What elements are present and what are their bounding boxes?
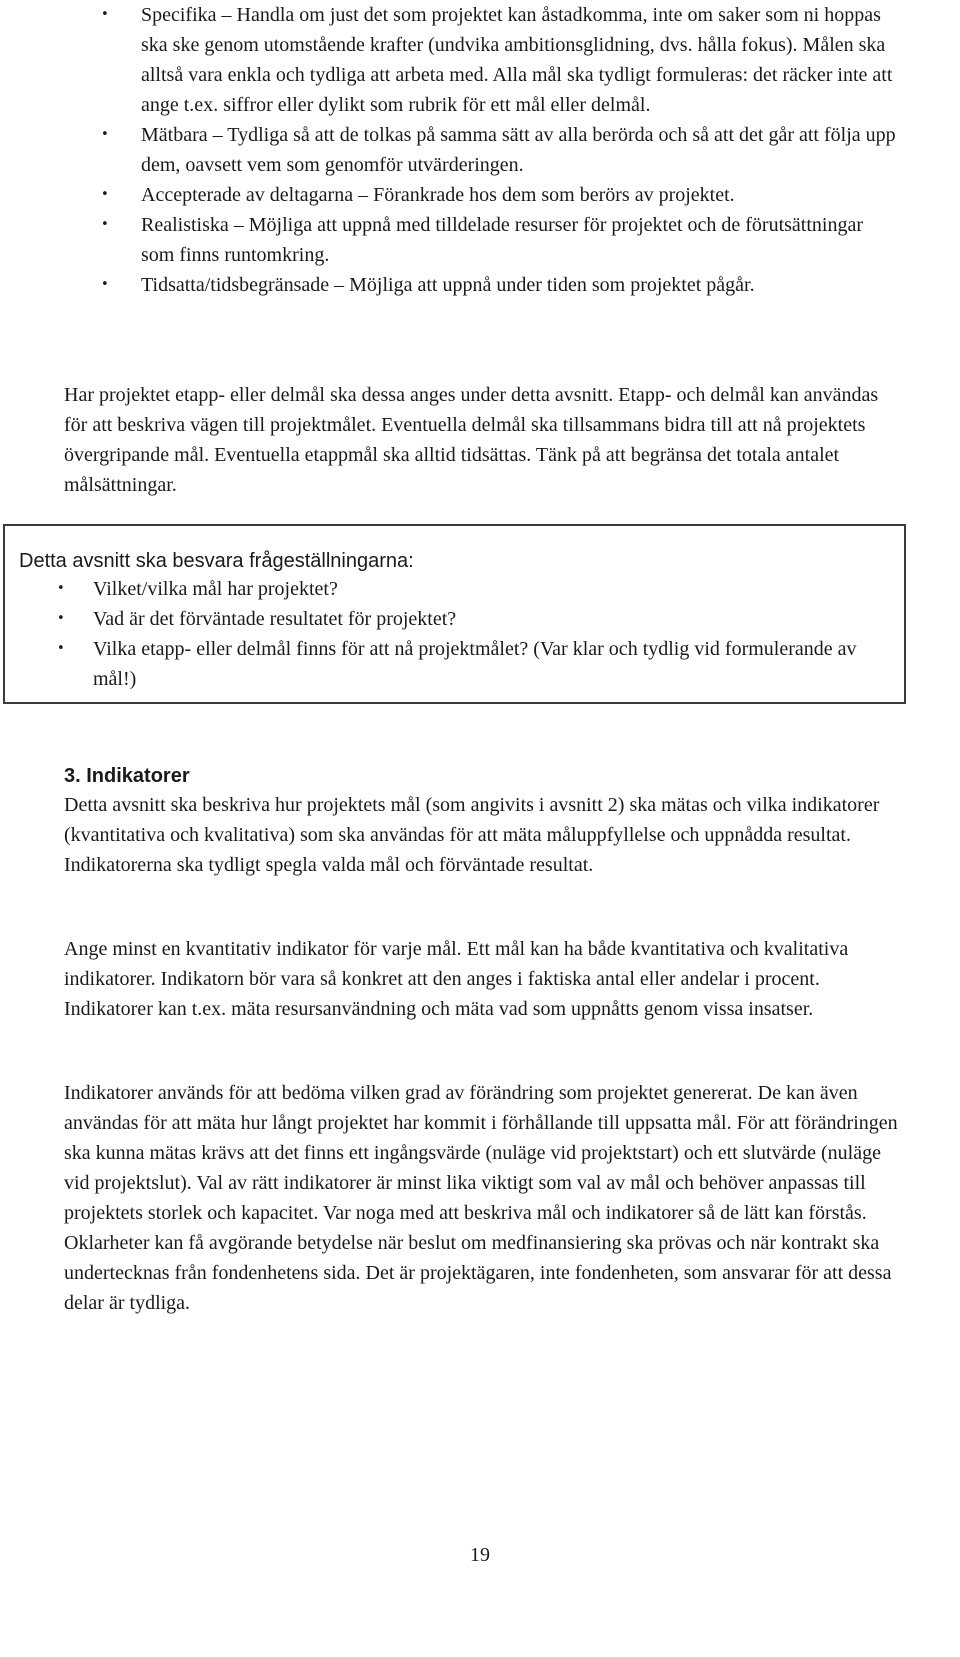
list-item bbox=[5, 574, 883, 604]
bullet-icon: • bbox=[57, 611, 65, 626]
bullet-icon: • bbox=[101, 277, 109, 292]
list-item bbox=[0, 210, 901, 270]
bullet-icon: • bbox=[57, 581, 65, 596]
bullet-icon: • bbox=[101, 217, 109, 232]
list-item bbox=[0, 0, 901, 120]
list-item bbox=[0, 120, 901, 180]
question-box bbox=[3, 524, 906, 704]
question-text: Vad är det förväntade resultatet för projektet? bbox=[93, 608, 457, 630]
goals-paragraph: Har projektet etapp- eller delmål ska dessa anges under detta avsnitt. Etapp- och delmål kan användas för att beskriva vägen till projektmålet. Eventuella delmål ska tillsammans bidra till att nå projektets övergripande mål. Eventuella etappmål ska alltid tidsättas. Tänk på att begränsa det totala antalet målsättningar. bbox=[64, 384, 879, 496]
list-item bbox=[0, 270, 901, 300]
bullet-icon: • bbox=[57, 641, 65, 656]
section-heading: 3. Indikatorer bbox=[64, 765, 190, 787]
question-text: Vilket/vilka mål har projektet? bbox=[93, 578, 338, 600]
list-item-text: Tidsatta/tidsbegränsade – Möjliga att uppnå under tiden som projektet pågår. bbox=[141, 274, 755, 296]
bullet-icon: • bbox=[101, 187, 109, 202]
list-item bbox=[5, 604, 883, 634]
section-paragraph: Detta avsnitt ska beskriva hur projektets mål (som angivits i avsnitt 2) ska mätas och vilka indikatorer (kvantitativa och kvalitativa) som ska användas för att mäta måluppfyllelse och uppnådda resultat. Indikatorerna ska tydligt spegla valda mål och förväntade resultat. bbox=[64, 794, 880, 876]
question-list bbox=[5, 574, 905, 694]
question-box-title: Detta avsnitt ska besvara frågeställningarna: bbox=[19, 550, 414, 572]
bullet-icon: • bbox=[101, 7, 109, 22]
bullet-icon: • bbox=[101, 127, 109, 142]
list-item-text: Mätbara – Tydliga så att de tolkas på samma sätt av alla berörda och så att det går att följa upp dem, oavsett vem som genomför utvärderingen. bbox=[141, 124, 896, 176]
question-text: Vilka etapp- eller delmål finns för att nå projektmålet? (Var klar och tydlig vid formulerande av mål!) bbox=[93, 638, 857, 690]
list-item bbox=[0, 180, 901, 210]
section-paragraph: Ange minst en kvantitativ indikator för varje mål. Ett mål kan ha både kvantitativa och kvalitativa indikatorer. Indikatorn bör vara så konkret att den anges i faktiska antal eller andelar i procent. Indikatorer kan t.ex. mäta resursanvändning och mäta vad som uppnåtts genom vissa insatser. bbox=[64, 938, 849, 1020]
section-paragraph: Indikatorer används för att bedöma vilken grad av förändring som projektet genererat. De kan även användas för att mäta hur långt projektet har kommit i förhållande till uppsatta mål. För att förändringen ska kunna mätas krävs att det finns ett ingångsvärde (nuläge vid projektstart) och ett slutvärde (nuläge vid projektslut). Val av rätt indikatorer är minst lika viktigt som val av mål och behöver anpassas till projektets storlek och kapacitet. Var noga med att beskriva mål och indikatorer så de lätt kan förstås. Oklarheter kan få avgörande betydelse när beslut om medfinansiering ska prövas och när kontrakt ska undertecknas från fondenhetens sida. Det är projektägaren, inte fondenheten, som ansvarar för att dessa delar är tydliga. bbox=[64, 1082, 898, 1314]
list-item-text: Realistiska – Möjliga att uppnå med tilldelade resurser för projektet och de förutsättningar som finns runtomkring. bbox=[141, 214, 864, 266]
smart-criteria-list bbox=[0, 0, 960, 300]
page-number: 19 bbox=[470, 1544, 490, 1566]
list-item-text: Accepterade av deltagarna – Förankrade hos dem som berörs av projektet. bbox=[141, 184, 735, 206]
list-item-text: Specifika – Handla om just det som projektet kan åstadkomma, inte om saker som ni hoppas ska ske genom utomstående krafter (undvika ambitionsglidning, dvs. hålla fokus). Målen ska alltså vara enkla och tydliga att arbeta med. Alla mål ska tydligt formuleras: det räcker inte att ange t.ex. siffror eller dylikt som rubrik för ett mål eller delmål. bbox=[141, 4, 893, 116]
list-item bbox=[5, 634, 883, 694]
